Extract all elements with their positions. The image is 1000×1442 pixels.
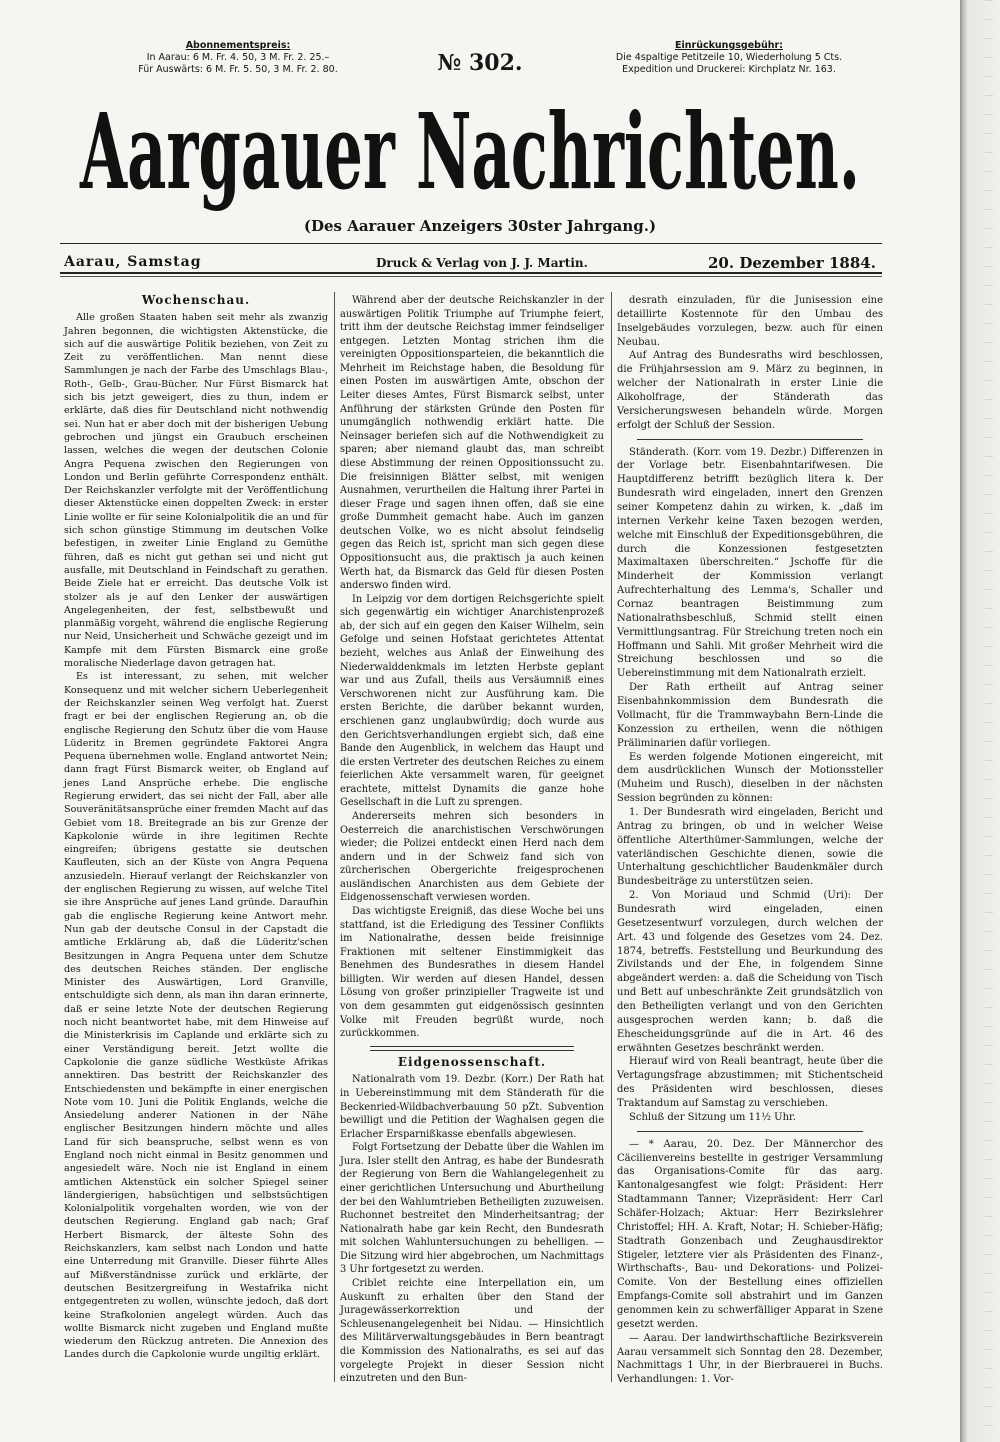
- publisher-line: Druck & Verlag von J. J. Martin.: [376, 256, 588, 270]
- article-divider: [637, 439, 863, 440]
- column-3: [617, 294, 883, 1387]
- article-paragraph: — Aarau. Der landwirthschaftliche Bezirksverein Aarau versammelt sich Sonntag den 28. Dezember, Nachmittags 1 Uhr, in der Bierbrauerei in Buchs. Verhandlungen: 1. Vor-: [617, 1332, 883, 1386]
- article-paragraph: Andererseits mehren sich besonders in Oesterreich die anarchistischen Verschwörungen wieder; die Polizei entdeckt einen Herd nach dem andern und in der Schweiz fand sich von zürcherischen Obergerichte freigesprochenen ausländischen Anarchisten aus dem Gebiete der Eidgenossenschaft verwiesen worden.: [340, 810, 604, 904]
- article-paragraph: Es werden folgende Motionen eingereicht, mit dem ausdrücklichen Wunsch der Motionssteller (Muheim und Rusch), dieselben in der nächsten Session begründen zu können:: [617, 751, 883, 805]
- column-divider-1: [334, 292, 335, 1382]
- masthead-title: Aargauer Nachrichten.: [79, 90, 860, 213]
- article-paragraph: Criblet reichte eine Interpellation ein, um Auskunft zu erhalten über den Stand der Juragewässerkorrektion und der Schleusenangelegenheit bei Nidau. — Hinsichtlich des Militärverwaltungsgebäudes in Bern beantragt die Kommission des Nationalraths, es sei auf das vorgelegte Projekt in dieser Session nicht einzutreten und den Bun-: [340, 1278, 604, 1385]
- column-1: [64, 294, 328, 1362]
- article-paragraph: Nationalrath vom 19. Dezbr. (Korr.) Der Rath hat in Uebereinstimmung mit dem Ständerath für die Beckenried-Wildbachverbauung 50 pZt. Subvention bewilligt und die Petition der Waghalsen gegen die Erlacher Ersparnißkasse ebenfalls abgewiesen.: [340, 1074, 604, 1140]
- wochenschau-heading: Wochenschau.: [141, 293, 251, 307]
- masthead: [60, 86, 880, 216]
- header-rule-bottom: [60, 272, 882, 274]
- column-divider-2: [611, 292, 612, 1382]
- issue-date: 20. Dezember 1884.: [708, 254, 876, 272]
- section-divider: [370, 1046, 574, 1051]
- insertion-title: Einrückungsgebühr:: [675, 40, 783, 51]
- article-paragraph: Das wichtigste Ereigniß, das diese Woche bei uns stattfand, ist die Erledigung des Tessiner Conflikts im Nationalrathe, dessen beide freisinnige Fraktionen mit seltener Einstimmigkeit das Benehmen des Bundesrathes in diesem Handel billigten. Wir werden auf diesen Handel, dessen Lösung von großer prinzipieller Tragweite ist und von dem gesammten gut eidgenössisch gesinnten Volke mit Freuden begrüßt wurde, noch zurückkommen.: [340, 906, 604, 1040]
- eidgenossenschaft-heading: Eidgenossenschaft.: [397, 1054, 547, 1069]
- insertion-info: [596, 40, 862, 76]
- subscription-line-abroad: Für Auswärts: 6 M. Fr. 5. 50, 3 M. Fr. 2. 80.: [138, 64, 338, 75]
- article-paragraph: desrath einzuladen, für die Junisession eine detaillirte Kostennote für den Umbau des Inselgebäudes vorzulegen, bezw. auch für einen Neubau.: [617, 295, 883, 348]
- issue-number: № 302.: [437, 50, 523, 76]
- article-paragraph: Hierauf wird von Reali beantragt, heute über die Vertagungsfrage abzustimmen; mit Stichentscheid des Präsidenten wird beschlossen, dieses Traktandum auf Samstag zu verschieben.: [617, 1056, 883, 1109]
- place-day: Aarau, Samstag: [64, 254, 202, 270]
- article-paragraph: In Leipzig vor dem dortigen Reichsgerichte spielt sich gegenwärtig ein wichtiger Anarchistenprozeß ab, der sich auf ein gegen den Kaiser Wilhelm, sein Gefolge und seinen Hofstaat gerichtetes Attentat bezieht, welches aus Anlaß der Einweihung des Niederwalddenkmals im letzten Herbste geplant war und aus Zufall, theils aus Versäumniß eines Verschworenen nicht zur Ausführung kam. Die ersten Berichte, die darüber bekannt wurden, erschienen ganz unglaubwürdig; doch wurde aus den Gerichtsverhandlungen ergiebt sich, daß eine Bande den Augenblick, in welchem das Haupt und die ersten Vertreter des deutschen Reiches zu einem feierlichen Akte versammelt waren, für geeignet erachtete, mittelst Dynamits die ganze hohe Gesellschaft in die Luft zu sprengen.: [340, 593, 604, 809]
- header-rule-top: [60, 243, 882, 244]
- article-paragraph: Auf Antrag des Bundesraths wird beschlossen, die Frühjahrsession am 9. März zu beginnen, in welcher der Nationalrath in erster Linie die Alkoholfrage, der Ständerath das Versicherungswesen behandeln würde. Morgen erfolgt der Schluß der Session.: [617, 350, 883, 431]
- masthead-subtitle: (Des Aarauer Anzeigers 30ster Jahrgang.): [303, 217, 657, 235]
- article-divider: [637, 1131, 863, 1132]
- article-paragraph: Während aber der deutsche Reichskanzler in der auswärtigen Politik Triumphe auf Triumphe feiert, tritt ihm der deutsche Reichstag immer feindseliger entgegen. Letzten Montag strichen ihm die vereinigten Oppositionsparteien, die bekanntlich die Mehrheit im Reichstage haben, die Besoldung für einen Posten im auswärtigen Amte, obschon der Leiter dieses Amtes, Fürst Bismarck selbst, unter Anführung der stärksten Gründe den Posten für unumgänglich nothwendig erklärt hatte. Die Neinsager beriefen sich auf die Nothwendigkeit zu sparen; aber niemand glaubt das, man schreibt diese Abstimmung der reinen Oppositionssucht zu. Die freisinnigen Blätter selbst, mit wenigen Ausnahmen, verurtheilen die Haltung ihrer Partei in dieser Frage und sagen ihnen offen, daß sie eine große Dummheit gemacht habe. Auch im ganzen deutschen Volke, wo es nicht absolut feindselig gegen das Reich ist, spricht man sich gegen diese Oppositionsucht aus, die praktisch ja auch keinen Werth hat, da Bismarck das Geld für diesen Posten anderswo finden wird.: [340, 295, 604, 592]
- masthead-title-svg: [60, 86, 880, 216]
- article-paragraph: 2. Von Moriaud und Schmid (Uri): Der Bundesrath wird eingeladen, einen Gesetzesentwurf vorzulegen, durch welchen der Art. 43 und folgende des Gesetzes vom 24. Dez. 1874, betreffs. Feststellung und Beurkundung des Zivilstands und der Ehe, in folgendem Sinne abgeändert werden: a. daß die Scheidung von Tisch und Bett auf unbeschränkte Zeit grundsätzlich von den Betheiligten verlangt und von den Gerichten ausgesprochen werden kann; b. daß die Ehescheidungsgründe auf die in Art. 46 des erwähnten Gesetzes beschränkt werden.: [617, 890, 883, 1054]
- subscription-title: Abonnementspreis:: [185, 40, 291, 51]
- article-paragraph: 1. Der Bundesrath wird eingeladen, Bericht und Antrag zu bringen, ob und in welcher Weise öffentliche Alterthümer-Sammlungen, welche der vaterländischen Geschichte dienen, sowie die Unterhaltung geschichtlicher Baudenkmäler durch Bundesbeiträge zu unterstützen seien.: [617, 806, 883, 888]
- subscription-info: [88, 40, 388, 76]
- article-paragraph: Folgt Fortsetzung der Debatte über die Wahlen im Jura. Isler stellt den Antrag, es habe der Bundesrath der Regierung von Bern die Wahlangelegenheit zu einer gerichtlichen Untersuchung und Aburtheilung der bei den Wahlumtrieben Betheiligten zuzuweisen. Ruchonnet bestreitet den Minderheitsantrag; der Nationalrath habe gar kein Recht, den Bundesrath mit solchen Wahluntersuchungen zu behelligen. — Die Sitzung wird hier abgebrochen, um Nachmittags 3 Uhr fortgesetzt zu werden.: [340, 1142, 604, 1276]
- header-rule-bottom-thin: [60, 276, 882, 277]
- article-paragraph: Es ist interessant, zu sehen, mit welcher Konsequenz und mit welcher sichern Ueberlegenheit der Reichskanzler seinen Weg verfolgt hat. Zuerst fragt er bei der englischen Regierung an, ob die englische Regierung den Schutz über die vom Hause Lüderitz in Bremen gegründete Faktorei Angra Pequena übernehmen wolle. England antwortet Nein; dann fragt Fürst Bismarck weiter, ob England auf jenes Land Ansprüche erhebe. Die englische Regierung erwidert, das sei nicht der Fall, aber alle Souveränitätsansprüche einer fremden Macht auf das Gebiet vom 18. Breitegrade an bis zur Grenze der Kapkolonie würde in ihre legitimen Rechte eingreifen; übrigens gestatte sie deutschen Kaufleuten, sich an der Küste von Angra Pequena anzusiedeln. Hierauf verlangt der Reichskanzler von der englischen Regierung zu wissen, auf welche Titel sie ihre Ansprüche auf jenes Land gründe. Daraufhin gab die englische Regierung keine Antwort mehr. Nun gab der deutsche Consul in der Capstadt die amtliche Erklärung ab, daß die Lüderitz'schen Besitzungen in Angra Pequena unter dem Schutze des deutschen Reiches ständen. Der englische Minister des Auswärtigen, Lord Granville, entschuldigte sich denn, als man ihn daran erinnerte, daß er seine letzte Note der deutschen Regierung noch nicht beantwortet habe, mit dem Hinweise auf die Ministerkrisis im Caplande und erklärte sich zu einer Verständigung bereit. Jetzt wollte die Capkolonie die ganze südliche Westküste Afrikas annektiren. Das bestritt der Reichskanzler des Entschiedensten und bekämpfte in einer energischen Note vom 10. Juni die Politik Englands, welche die Ansiedelung anderer Nationen in der Nähe englischer Besitzungen hindern möchte und alles Land für sich beanspruche, selbst wenn es von England noch nicht einmal in Besitz genommen und angesiedelt wäre. Noch nie ist England in einem amtlichen Aktenstück ein solcher Spiegel seiner ländergierigen, habsüchtigen und selbstsüchtigen Kolonialpolitik vorgehalten worden, wie von der deutschen Regierung. England gab nach; Graf Herbert Bismarck, der älteste Sohn des Reichskanzlers, kam selbst nach London und hatte eine Unterredung mit Granville. Dieser führte Alles auf Mißverständnisse zurück und erklärte, der deutschen Besitzergreifung in Westafrika nicht entgegentreten zu wollen, wünschte jedoch, daß dort keine Strafkolonien angelegt würden. Auch das wollte Bismarck nicht zugeben und England mußte wiederum den Rückzug antreten. Die Annexion des Landes durch die Capkolonie wurde ungiltig erklärt.: [64, 671, 328, 1361]
- adjacent-page-text-hint: [985, 0, 993, 1442]
- adjacent-page-edge: [960, 0, 1000, 1442]
- insertion-line-address: Expedition und Druckerei: Kirchplatz Nr. 163.: [622, 64, 836, 75]
- article-paragraph: Schluß der Sitzung um 11½ Uhr.: [629, 1111, 796, 1123]
- article-paragraph: Alle großen Staaten haben seit mehr als zwanzig Jahren begonnen, die wichtigsten Aktenstücke, die sich auf die auswärtige Politik beziehen, von Zeit zu Zeit zu veröffentlichen. Man nennt diese Sammlungen je nach der Farbe des Umschlags Blau-, Roth-, Gelb-, Grau-Bücher. Nur Fürst Bismarck hat sich bis jetzt geweigert, dies zu thun, indem er erklärte, daß dies für Deutschland nicht nothwendig sei. Nun hat er aber doch mit der bisherigen Uebung gebrochen und jüngst ein Graubuch erscheinen lassen, welches die wegen der deutschen Colonie Angra Pequena zwischen den Regierungen von London und Berlin geführte Correspondenz enthält. Der Reichskanzler verfolgte mit der Veröffentlichung dieser Aktenstücke einen doppelten Zweck: in erster Linie wollte er für seine Kolonialpolitik die an und für sich schon günstige Stimmung im deutschen Volke befestigen, in zweiter Linie England zu Gemüthe führen, daß es nicht gut gethan sei und nicht gut ausfalle, mit Deutschland in Feindschaft zu gerathen. Beide Ziele hat er erreicht. Das deutsche Volk ist stolzer als je auf den Lenker der auswärtigen Angelegenheiten, der fest, selbstbewußt und planmäßig vorgeht, während die englische Regierung nur Neid, Unsicherheit und Schwäche gezeigt und im Kampfe mit dem Fürsten Bismarck eine große moralische Niederlage davon getragen hat.: [64, 312, 328, 670]
- subscription-line-local: In Aarau: 6 M. Fr. 4. 50, 3 M. Fr. 2. 25.–: [146, 52, 330, 63]
- article-paragraph: — * Aarau, 20. Dez. Der Männerchor des Cäcilienvereins bestellte in gestriger Versammlung das Organisations-Comite für das aarg. Kantonalgesangfest wie folgt: Präsident: Herr Stadtammann Tanner; Vizepräsident: Herr Carl Schäfer-Holzach; Aktuar: Herr Bezirkslehrer Christoffel; HH. A. Kraft, Notar; H. Schieber-Häfig; Stadtrath Gonzenbach und Zeughausdirektor Stigeler, letztere vier als Präsidenten des Finanz-, Wirthschafts-, Bau- und Dekorations- und Polizei-Comite. Von der Bestellung eines offiziellen Empfangs-Comite soll abstrahirt und im Ganzen genommen kein zu schwerfälliger Apparat in Szene gesetzt werden.: [617, 1138, 883, 1330]
- article-paragraph: Ständerath. (Korr. vom 19. Dezbr.) Differenzen in der Vorlage betr. Eisenbahntarifwesen. Die Hauptdifferenz betrifft bezüglich litera k. Der Bundesrath wird eingeladen, innert den Grenzen seiner Kompetenz dahin zu wirken, k. „daß im internen Verkehr keine Taxen bezogen werden, welche mit Einschluß der Expeditionsgebühren, die durch die Konzessionen festgesetzten Maximaltaxen überschreiten.“ Jschoffe für die Minderheit der Kommission verlangt Aufrechterhaltung des Lemma's, Schaller und Cornaz beantragen Beistimmung zum Nationalrathsbeschluß, Schmid stellt einen Vermittlungsantrag. Für Streichung treten noch ein Hoffmann und Sahli. Mit großer Mehrheit wird die Streichung beschlossen und so die Uebereinstimmung mit dem Nationalrath erzielt.: [617, 446, 883, 680]
- article-paragraph: Der Rath ertheilt auf Antrag seiner Eisenbahnkommission dem Bundesrath die Vollmacht, für die Trammwaybahn Bern-Linde die Konzession zu ertheilen, wenn die nöthigen Präliminarien dafür vorliegen.: [617, 682, 883, 749]
- insertion-line-rate: Die 4spaltige Petitzeile 10, Wiederholung 5 Cts.: [615, 52, 843, 63]
- column-2: [340, 294, 604, 1386]
